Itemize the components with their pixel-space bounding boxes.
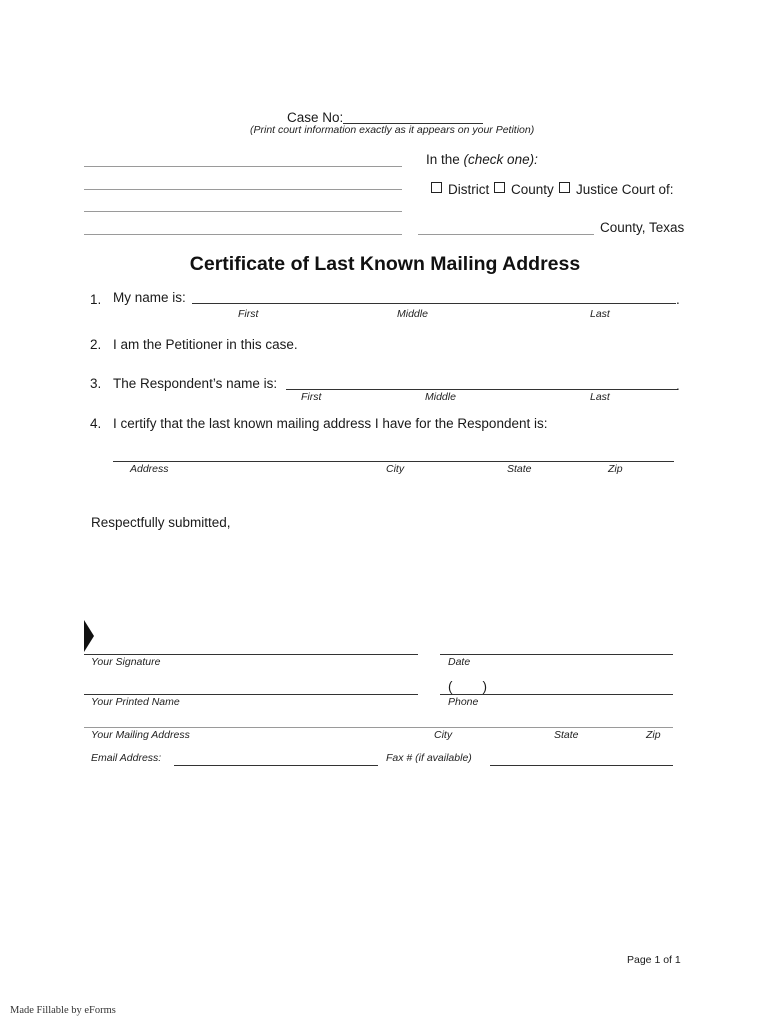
court-info-line-1[interactable] [84,166,402,167]
printed-name-label: Your Printed Name [91,696,180,708]
item-4-number: 4. [90,416,102,431]
item-4-text: I certify that the last known mailing address I have for the Respondent is: [113,416,548,431]
item-1-text: My name is: [113,290,186,305]
item-3-period: . [676,378,680,393]
sign-here-arrow-icon [84,620,94,652]
respectfully-submitted: Respectfully submitted, [91,515,231,530]
county-name-field[interactable] [418,234,594,235]
case-no-label: Case No: [287,110,344,125]
middle-sublabel: Middle [425,391,456,403]
page-number: Page 1 of 1 [627,954,681,966]
fax-label: Fax # (if available) [386,752,472,764]
item-1-number: 1. [90,292,102,307]
phone-label: Phone [448,696,479,708]
in-the-label: In the (check one): [426,152,538,167]
mailing-city-label: City [434,729,453,741]
court-info-line-4[interactable] [84,234,402,235]
made-fillable-note: Made Fillable by eForms [10,1005,116,1016]
district-label: District [448,182,490,197]
county-label: County [511,182,554,197]
fax-field[interactable] [490,765,673,766]
petitioner-name-field[interactable] [192,303,676,304]
state-sublabel: State [507,463,532,475]
mailing-address-field[interactable] [84,727,673,728]
item-3-number: 3. [90,376,102,391]
county-checkbox[interactable] [494,182,505,193]
justice-court-checkbox[interactable] [559,182,570,193]
item-3-text: The Respondent’s name is: [113,376,278,391]
zip-sublabel: Zip [608,463,623,475]
signature-label: Your Signature [91,656,161,668]
item-2-text: I am the Petitioner in this case. [113,337,298,352]
respondent-name-field[interactable] [286,389,678,390]
address-sublabel: Address [130,463,169,475]
district-checkbox[interactable] [431,182,442,193]
last-sublabel: Last [590,308,610,320]
mailing-address-label: Your Mailing Address [91,729,190,741]
first-sublabel: First [301,391,322,403]
respondent-address-field[interactable] [113,461,674,462]
case-note: (Print court information exactly as it appears on your Petition) [250,124,535,136]
court-info-line-2[interactable] [84,189,402,190]
mailing-zip-label: Zip [646,729,661,741]
item-1-period: . [676,292,680,307]
city-sublabel: City [386,463,405,475]
date-field[interactable] [440,654,673,655]
justice-court-label: Justice Court of: [576,182,674,197]
county-texas-label: County, Texas [600,220,685,235]
last-sublabel: Last [590,391,610,403]
phone-field[interactable] [440,694,673,695]
document-title: Certificate of Last Known Mailing Address [189,253,581,275]
phone-area-code-parens: ( ) [448,679,487,694]
first-sublabel: First [238,308,259,320]
signature-field[interactable] [84,654,418,655]
mailing-state-label: State [554,729,579,741]
printed-name-field[interactable] [84,694,418,695]
email-field[interactable] [174,765,378,766]
item-2-number: 2. [90,337,102,352]
court-info-line-3[interactable] [84,211,402,212]
middle-sublabel: Middle [397,308,428,320]
date-label: Date [448,656,471,668]
email-label: Email Address: [91,752,162,764]
